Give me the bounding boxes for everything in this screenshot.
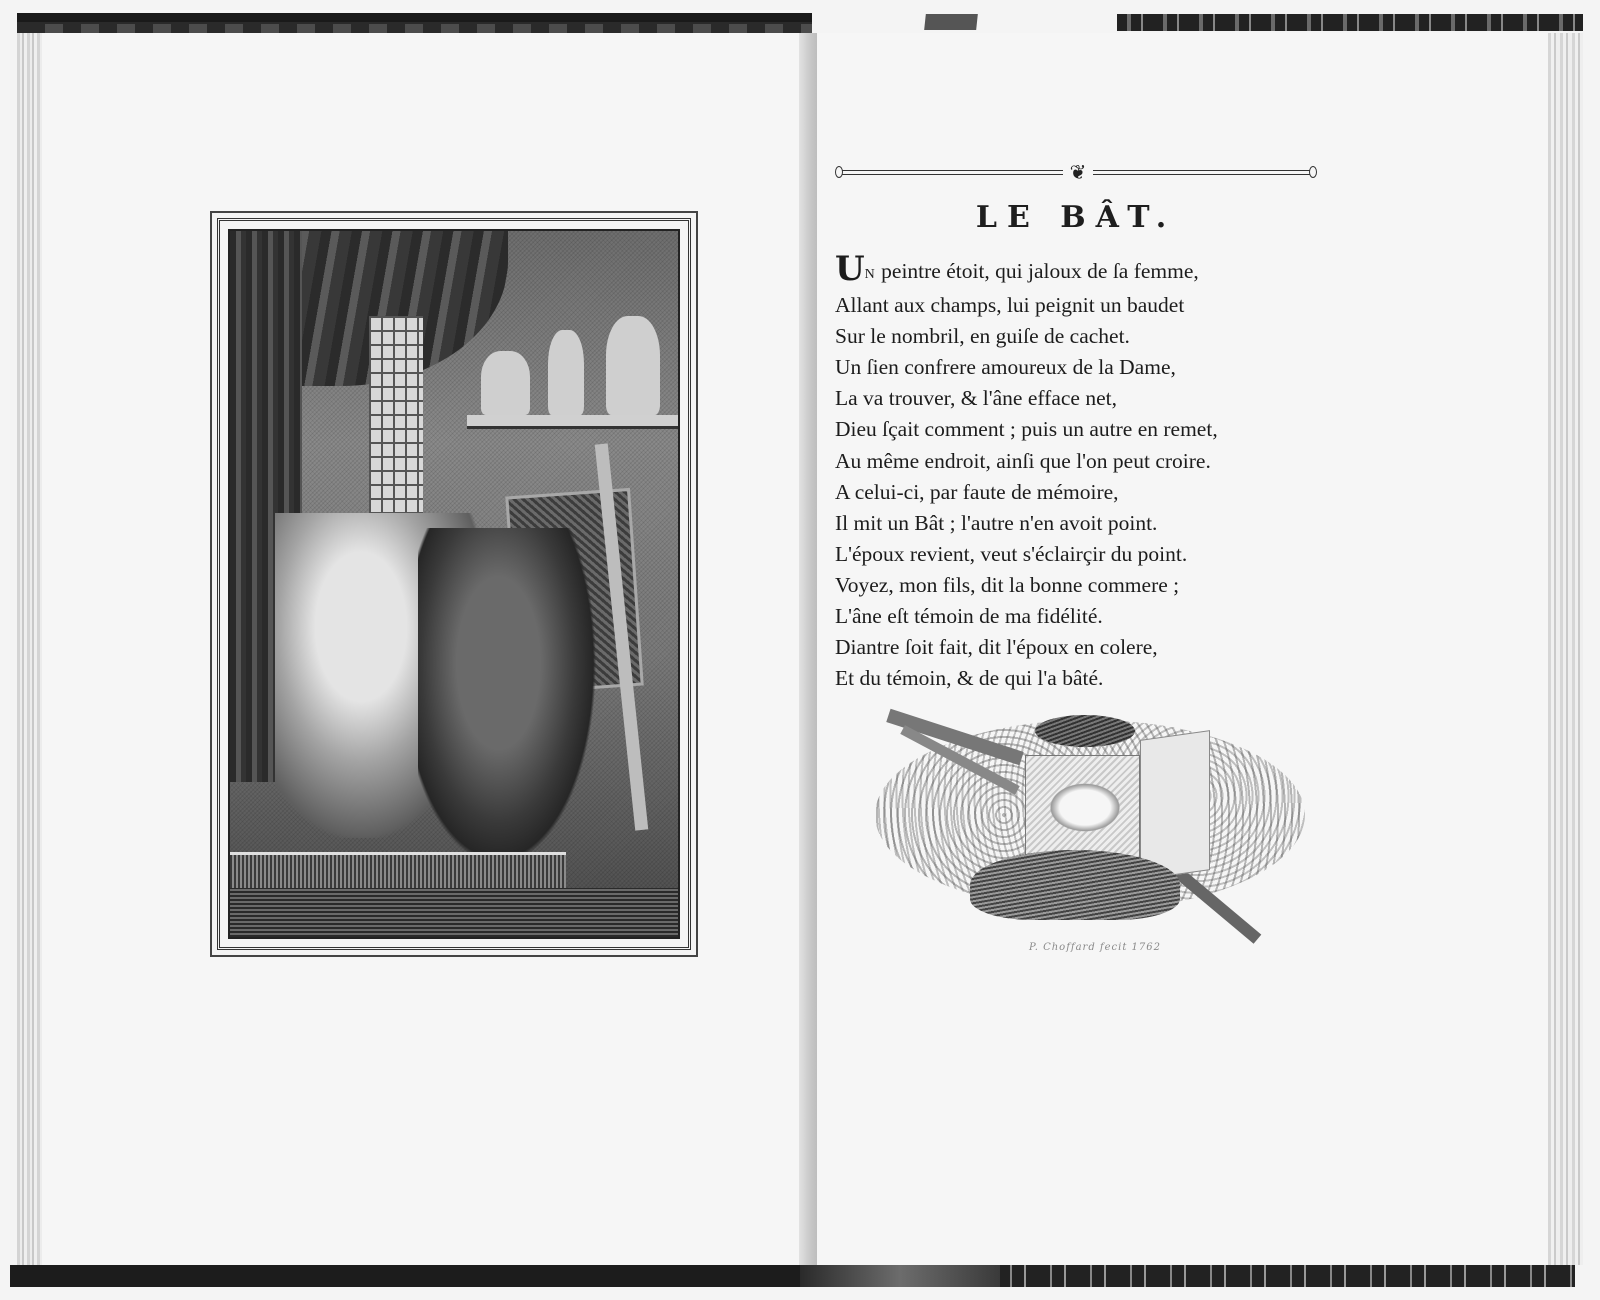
platform-dais bbox=[230, 852, 566, 887]
verse-line: Voyez, mon fils, dit la bonne commere ; bbox=[835, 572, 1180, 597]
page-edges-right bbox=[1548, 33, 1583, 1265]
headpiece-rule bbox=[835, 160, 1317, 184]
tailpiece-vignette bbox=[875, 700, 1305, 965]
donkey-figure bbox=[1045, 780, 1125, 835]
poem-body bbox=[835, 249, 1305, 694]
rule-end-right bbox=[1309, 166, 1317, 178]
statue-group bbox=[606, 316, 660, 415]
verse-line: Dieu ſçait comment ; puis un autre en remet, bbox=[835, 417, 1218, 442]
engraving-plate-frame bbox=[210, 211, 698, 957]
rule-end-left bbox=[835, 166, 843, 178]
paper-sheet bbox=[1140, 730, 1210, 880]
statue-seated bbox=[548, 330, 584, 415]
page-edges-left bbox=[17, 33, 42, 1265]
drop-cap: U bbox=[835, 249, 865, 289]
poem-title: LE BÂT. bbox=[975, 200, 1177, 235]
verse-line: Un ſien confrere amoureux de la Dame, bbox=[835, 355, 1176, 380]
statue-shelf bbox=[467, 415, 678, 429]
book-gutter bbox=[799, 33, 817, 1265]
verse-line: Et du témoin, & de qui l'a bâté. bbox=[835, 666, 1104, 691]
engraving-plate-border bbox=[217, 218, 691, 950]
verse-line: L'âne eſt témoin de ma fidélité. bbox=[835, 604, 1103, 629]
cover-binding-top-right bbox=[1117, 14, 1583, 31]
cover-binding-top-fragment bbox=[924, 14, 978, 30]
cover-binding-bottom-spine bbox=[800, 1265, 1000, 1287]
engraving-image bbox=[228, 229, 680, 939]
engraver-signature: P. Choffard fecit 1762 bbox=[1029, 942, 1161, 953]
floor bbox=[230, 888, 678, 937]
verse-line: UN peintre étoit, qui jaloux de ſa femme, bbox=[835, 249, 1199, 289]
verse-line: Diantre ſoit fait, dit l'époux en colere, bbox=[835, 635, 1158, 660]
cover-binding-bottom-left bbox=[10, 1265, 800, 1287]
verse-line: A celui-ci, par faute de mémoire, bbox=[835, 479, 1119, 504]
palette bbox=[970, 850, 1180, 920]
verse-line: L'époux revient, veut s'éclairçir du point. bbox=[835, 541, 1188, 566]
fleuron-icon: ❦ bbox=[1063, 161, 1093, 183]
plumed-hat bbox=[1035, 715, 1135, 747]
verse-line: Il mit un Bât ; l'autre n'en avoit point. bbox=[835, 510, 1158, 535]
statue-bust bbox=[481, 351, 530, 415]
cover-binding-top-left bbox=[17, 13, 812, 33]
verse-line: Allant aux champs, lui peignit un baudet bbox=[835, 293, 1185, 318]
verse-line: La va trouver, & l'âne efface net, bbox=[835, 386, 1117, 411]
cover-binding-bottom-right bbox=[1000, 1265, 1575, 1287]
verse-line: Au même endroit, ainſi que l'on peut croire. bbox=[835, 448, 1211, 473]
figure-man bbox=[418, 528, 597, 867]
small-cap: N bbox=[864, 267, 876, 282]
verse-line: Sur le nombril, en guiſe de cachet. bbox=[835, 324, 1130, 349]
